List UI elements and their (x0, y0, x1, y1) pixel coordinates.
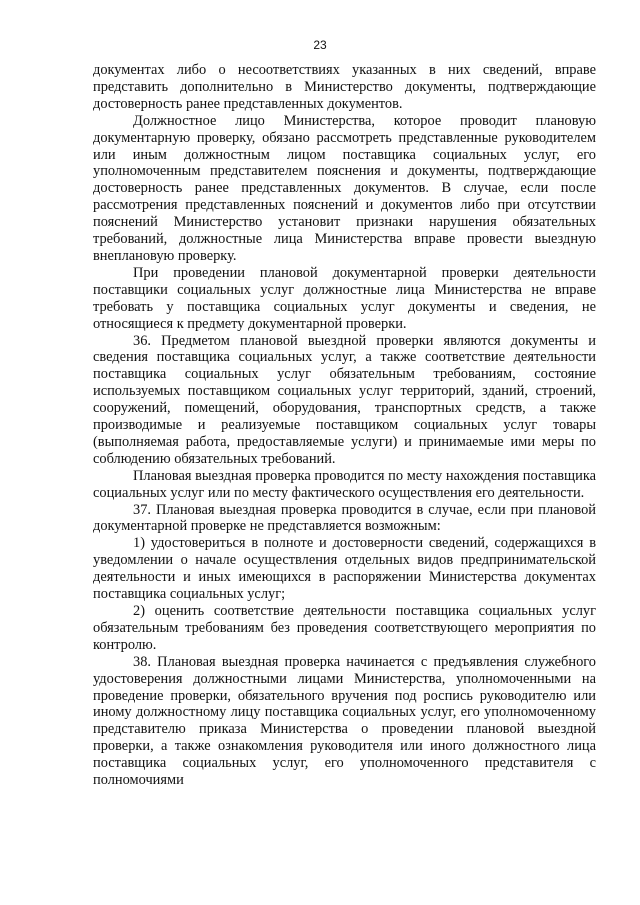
paragraph: 38. Плановая выездная проверка начинается с предъявления служебного удостоверения должностными лицами Министерства, уполномоченными на проведение проверки, обязательного вручения под роспись руководителю или иному должностному лицу поставщика социальных услуг, его уполномоченному представителю приказа Министерства о проведении плановой выездной проверки, а также ознакомления руководителя или иного должностного лица поставщика социальных услуг, его уполномоченного представителя с полномочиями (93, 653, 596, 789)
list-item: 1) удостовериться в полноте и достоверности сведений, содержащихся в уведомлении о начале осуществления отдельных видов предпринимательской деятельности и иных имеющихся в распоряжении Министерства документах поставщика социальных услуг; (93, 535, 596, 603)
paragraph: документах либо о несоответствиях указанных в них сведений, вправе представить дополнительно в Министерство документы, подтверждающие достоверность ранее представленных документов. (93, 62, 596, 112)
paragraph: 36. Предметом плановой выездной проверки являются документы и сведения поставщика социальных услуг, а также соответствие деятельности поставщика социальных услуг обязательным требованиям, состояние используемых поставщиком социальных услуг территорий, зданий, строений, сооружений, помещений, оборудования, транспортных средств, а также производимые и реализуемые поставщиком социальных услуг товары (выполняемая работа, предоставляемые услуги) и принимаемые ими меры по соблюдению обязательных требований. (93, 332, 596, 467)
list-item: 2) оценить соответствие деятельности поставщика социальных услуг обязательным требованиям без проведения соответствующего мероприятия по контролю. (93, 603, 596, 653)
paragraph: Плановая выездная проверка проводится по месту нахождения поставщика социальных услуг или по месту фактического осуществления его деятельности. (93, 467, 596, 501)
paragraph: 37. Плановая выездная проверка проводится в случае, если при плановой документарной проверке не представляется возможным: (93, 501, 596, 535)
paragraph: Должностное лицо Министерства, которое проводит плановую документарную проверку, обязано рассмотреть представленные руководителем или иным должностным лицом поставщика социальных услуг, его уполномоченным представителем пояснения и документы, подтверждающие достоверность ранее представленных документов. В случае, если после рассмотрения представленных пояснений и документов либо при отсутствии пояснений Министерство установит признаки нарушения обязательных требований, должностные лица Министерства вправе провести выездную внеплановую проверку. (93, 112, 596, 264)
paragraph: При проведении плановой документарной проверки деятельности поставщики социальных услуг должностные лица Министерства не вправе требовать у поставщика социальных услуг документы и сведения, не относящиеся к предмету документарной проверки. (93, 264, 596, 332)
document-body (93, 62, 596, 789)
page-number: 23 (313, 38, 327, 52)
